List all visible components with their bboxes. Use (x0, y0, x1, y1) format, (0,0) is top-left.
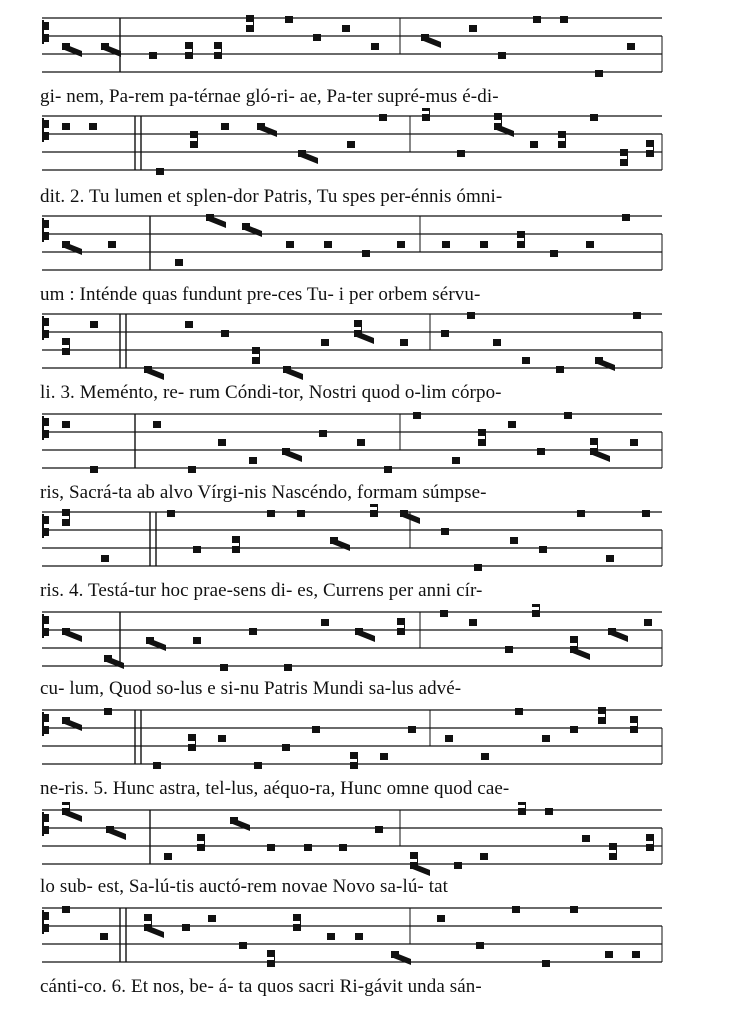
staff (0, 900, 740, 980)
neume (304, 844, 312, 851)
clef-mark (42, 614, 44, 638)
neume (357, 439, 365, 446)
neume (570, 636, 578, 643)
neume (267, 960, 275, 967)
neume (478, 439, 486, 446)
neume (493, 339, 501, 346)
lyric-line: ne-ris. 5. Hunc astra, tel-lus, aéquo-ra, Hunc omne quod cae- (40, 778, 510, 799)
neume (478, 429, 486, 436)
neume (498, 52, 506, 59)
neume (532, 604, 540, 607)
neume (646, 834, 654, 841)
neume (582, 835, 590, 842)
neume (515, 708, 523, 715)
neume (370, 510, 378, 517)
neume (89, 123, 97, 130)
neume (355, 933, 363, 940)
clef-mark (42, 218, 44, 242)
neume (454, 862, 462, 869)
neume (620, 159, 628, 166)
neume (646, 150, 654, 157)
neume (190, 141, 198, 148)
neume (62, 802, 70, 805)
neume (570, 906, 578, 913)
neume (530, 141, 538, 148)
neume (218, 735, 226, 742)
neume (62, 519, 70, 526)
neume (339, 844, 347, 851)
neume (442, 241, 450, 248)
neume (537, 448, 545, 455)
clef-mark (42, 712, 44, 736)
neume (221, 123, 229, 130)
neume (321, 339, 329, 346)
neume (518, 808, 526, 815)
clef-mark (42, 910, 44, 934)
neume (62, 348, 70, 355)
neume (397, 241, 405, 248)
neume (517, 241, 525, 248)
neume (632, 951, 640, 958)
neume (312, 726, 320, 733)
neume (577, 510, 585, 517)
staff (0, 802, 740, 882)
neume (185, 321, 193, 328)
neume (297, 510, 305, 517)
neume (605, 951, 613, 958)
neume (62, 906, 70, 913)
neume (560, 16, 568, 23)
neume (193, 546, 201, 553)
neume (252, 347, 260, 354)
neume (397, 618, 405, 625)
neume (494, 113, 502, 120)
neume (397, 628, 405, 635)
neume (422, 108, 430, 111)
neume (510, 537, 518, 544)
neume (100, 933, 108, 940)
neume (286, 241, 294, 248)
neume (188, 466, 196, 473)
neume (254, 762, 262, 769)
neume (375, 826, 383, 833)
neume (208, 915, 216, 922)
porrectus (62, 717, 82, 731)
porrectus (242, 223, 262, 237)
neume (441, 528, 449, 535)
staff (0, 306, 740, 386)
neume (570, 726, 578, 733)
neume (249, 457, 257, 464)
clef-mark (42, 812, 44, 836)
neume (164, 853, 172, 860)
neume (267, 844, 275, 851)
neume (400, 339, 408, 346)
neume (62, 421, 70, 428)
neume (232, 546, 240, 553)
neume (284, 664, 292, 671)
neume (467, 312, 475, 319)
neume (630, 716, 638, 723)
neume (595, 70, 603, 77)
neume (586, 241, 594, 248)
neume (620, 149, 628, 156)
neume (505, 646, 513, 653)
neume (556, 366, 564, 373)
neume (380, 753, 388, 760)
neume (633, 312, 641, 319)
neume (232, 536, 240, 543)
porrectus (62, 241, 82, 255)
porrectus (330, 537, 350, 551)
neume (156, 168, 164, 175)
neume (522, 357, 530, 364)
neume (62, 509, 70, 516)
neume (518, 802, 526, 805)
neume (90, 466, 98, 473)
neume (249, 628, 257, 635)
neume (313, 34, 321, 41)
porrectus (104, 655, 124, 669)
neume (350, 752, 358, 759)
neume (197, 834, 205, 841)
neume (644, 619, 652, 626)
lyric-line: gi- nem, Pa-rem pa-térnae gló-ri- ae, Pa-ter supré-mus é-di- (40, 86, 499, 107)
neume (532, 610, 540, 617)
neume (362, 250, 370, 257)
neume (193, 637, 201, 644)
neume (590, 114, 598, 121)
neume (214, 52, 222, 59)
neume (622, 214, 630, 221)
neume (476, 942, 484, 949)
neume (321, 619, 329, 626)
porrectus (146, 637, 166, 651)
lyric-line: ris, Sacrá-ta ab alvo Vírgi-nis Nascéndo, formam súmpse- (40, 482, 487, 503)
neume (153, 762, 161, 769)
neume (239, 942, 247, 949)
neume (630, 726, 638, 733)
neume (545, 808, 553, 815)
neume (379, 114, 387, 121)
neume (452, 457, 460, 464)
neume (590, 438, 598, 445)
neume (480, 853, 488, 860)
staff (0, 108, 740, 188)
neume (182, 924, 190, 931)
neume (354, 320, 362, 327)
neume (62, 338, 70, 345)
staff (0, 504, 740, 584)
neume (469, 619, 477, 626)
staff (0, 10, 740, 90)
neume (598, 717, 606, 724)
neume (149, 52, 157, 59)
lyric-line: li. 3. Meménto, re- rum Cóndi-tor, Nostri quod o-lim córpo- (40, 382, 502, 403)
neume (440, 610, 448, 617)
neume (282, 744, 290, 751)
neume (62, 123, 70, 130)
neume (564, 412, 572, 419)
clef-mark (42, 416, 44, 440)
lyric-line: dit. 2. Tu lumen et splen-dor Patris, Tu spes per-énnis ómni- (40, 186, 503, 207)
neume (646, 844, 654, 851)
neume (90, 321, 98, 328)
neume (218, 439, 226, 446)
neume (408, 726, 416, 733)
neume (175, 259, 183, 266)
neume (441, 330, 449, 337)
porrectus (101, 43, 121, 57)
neume (188, 734, 196, 741)
porrectus (391, 951, 411, 965)
neume (469, 25, 477, 32)
neume (190, 131, 198, 138)
neume (101, 555, 109, 562)
neume (220, 664, 228, 671)
neume (267, 950, 275, 957)
clef-mark (42, 20, 44, 44)
neume (185, 42, 193, 49)
neume (558, 131, 566, 138)
neume (214, 42, 222, 49)
staff (0, 208, 740, 288)
neume (422, 114, 430, 121)
lyric-line: cánti-co. 6. Et nos, be- á- ta quos sacri Ri-gávit unda sán- (40, 976, 482, 997)
porrectus (494, 123, 514, 137)
neume (627, 43, 635, 50)
staff (0, 604, 740, 684)
neume (457, 150, 465, 157)
neume (410, 852, 418, 859)
porrectus (230, 817, 250, 831)
neume (542, 735, 550, 742)
neume (350, 762, 358, 769)
neume (370, 504, 378, 507)
neume (550, 250, 558, 257)
neume (630, 439, 638, 446)
neume (480, 241, 488, 248)
neume (474, 564, 482, 571)
neume (188, 744, 196, 751)
neume (252, 357, 260, 364)
neume (342, 25, 350, 32)
neume (319, 430, 327, 437)
porrectus (62, 43, 82, 57)
neume (517, 231, 525, 238)
neume (558, 141, 566, 148)
neume (481, 753, 489, 760)
neume (609, 853, 617, 860)
lyric-line: um : Inténde quas fundunt pre-ces Tu- i per orbem sérvu- (40, 284, 481, 305)
neume (167, 510, 175, 517)
neume (185, 52, 193, 59)
neume (327, 933, 335, 940)
neume (104, 708, 112, 715)
neume (533, 16, 541, 23)
neume (267, 510, 275, 517)
neume (606, 555, 614, 562)
neume (598, 707, 606, 714)
neume (144, 914, 152, 921)
neume (324, 241, 332, 248)
neume (508, 421, 516, 428)
neume (646, 140, 654, 147)
neume (197, 844, 205, 851)
clef-mark (42, 118, 44, 142)
neume (108, 241, 116, 248)
clef-mark (42, 514, 44, 538)
neume (512, 906, 520, 913)
neume (371, 43, 379, 50)
staff (0, 702, 740, 782)
porrectus (595, 357, 615, 371)
neume (347, 141, 355, 148)
clef-mark (42, 316, 44, 340)
neume (153, 421, 161, 428)
lyric-line: lo sub- est, Sa-lú-tis auctó-rem novae Novo sa-lú- tat (40, 876, 448, 897)
neume (542, 960, 550, 967)
neume (413, 412, 421, 419)
neume (293, 914, 301, 921)
neume (445, 735, 453, 742)
neume (437, 915, 445, 922)
neume (246, 15, 254, 22)
neume (285, 16, 293, 23)
neume (539, 546, 547, 553)
staff (0, 406, 740, 486)
neume (642, 510, 650, 517)
neume (384, 466, 392, 473)
porrectus (257, 123, 277, 137)
neume (293, 924, 301, 931)
neume (246, 25, 254, 32)
lyric-line: cu- lum, Quod so-lus e si-nu Patris Mundi sa-lus advé- (40, 678, 462, 699)
lyric-line: ris. 4. Testá-tur hoc prae-sens di- es, Currens per anni cír- (40, 580, 483, 601)
neume (609, 843, 617, 850)
neume (221, 330, 229, 337)
